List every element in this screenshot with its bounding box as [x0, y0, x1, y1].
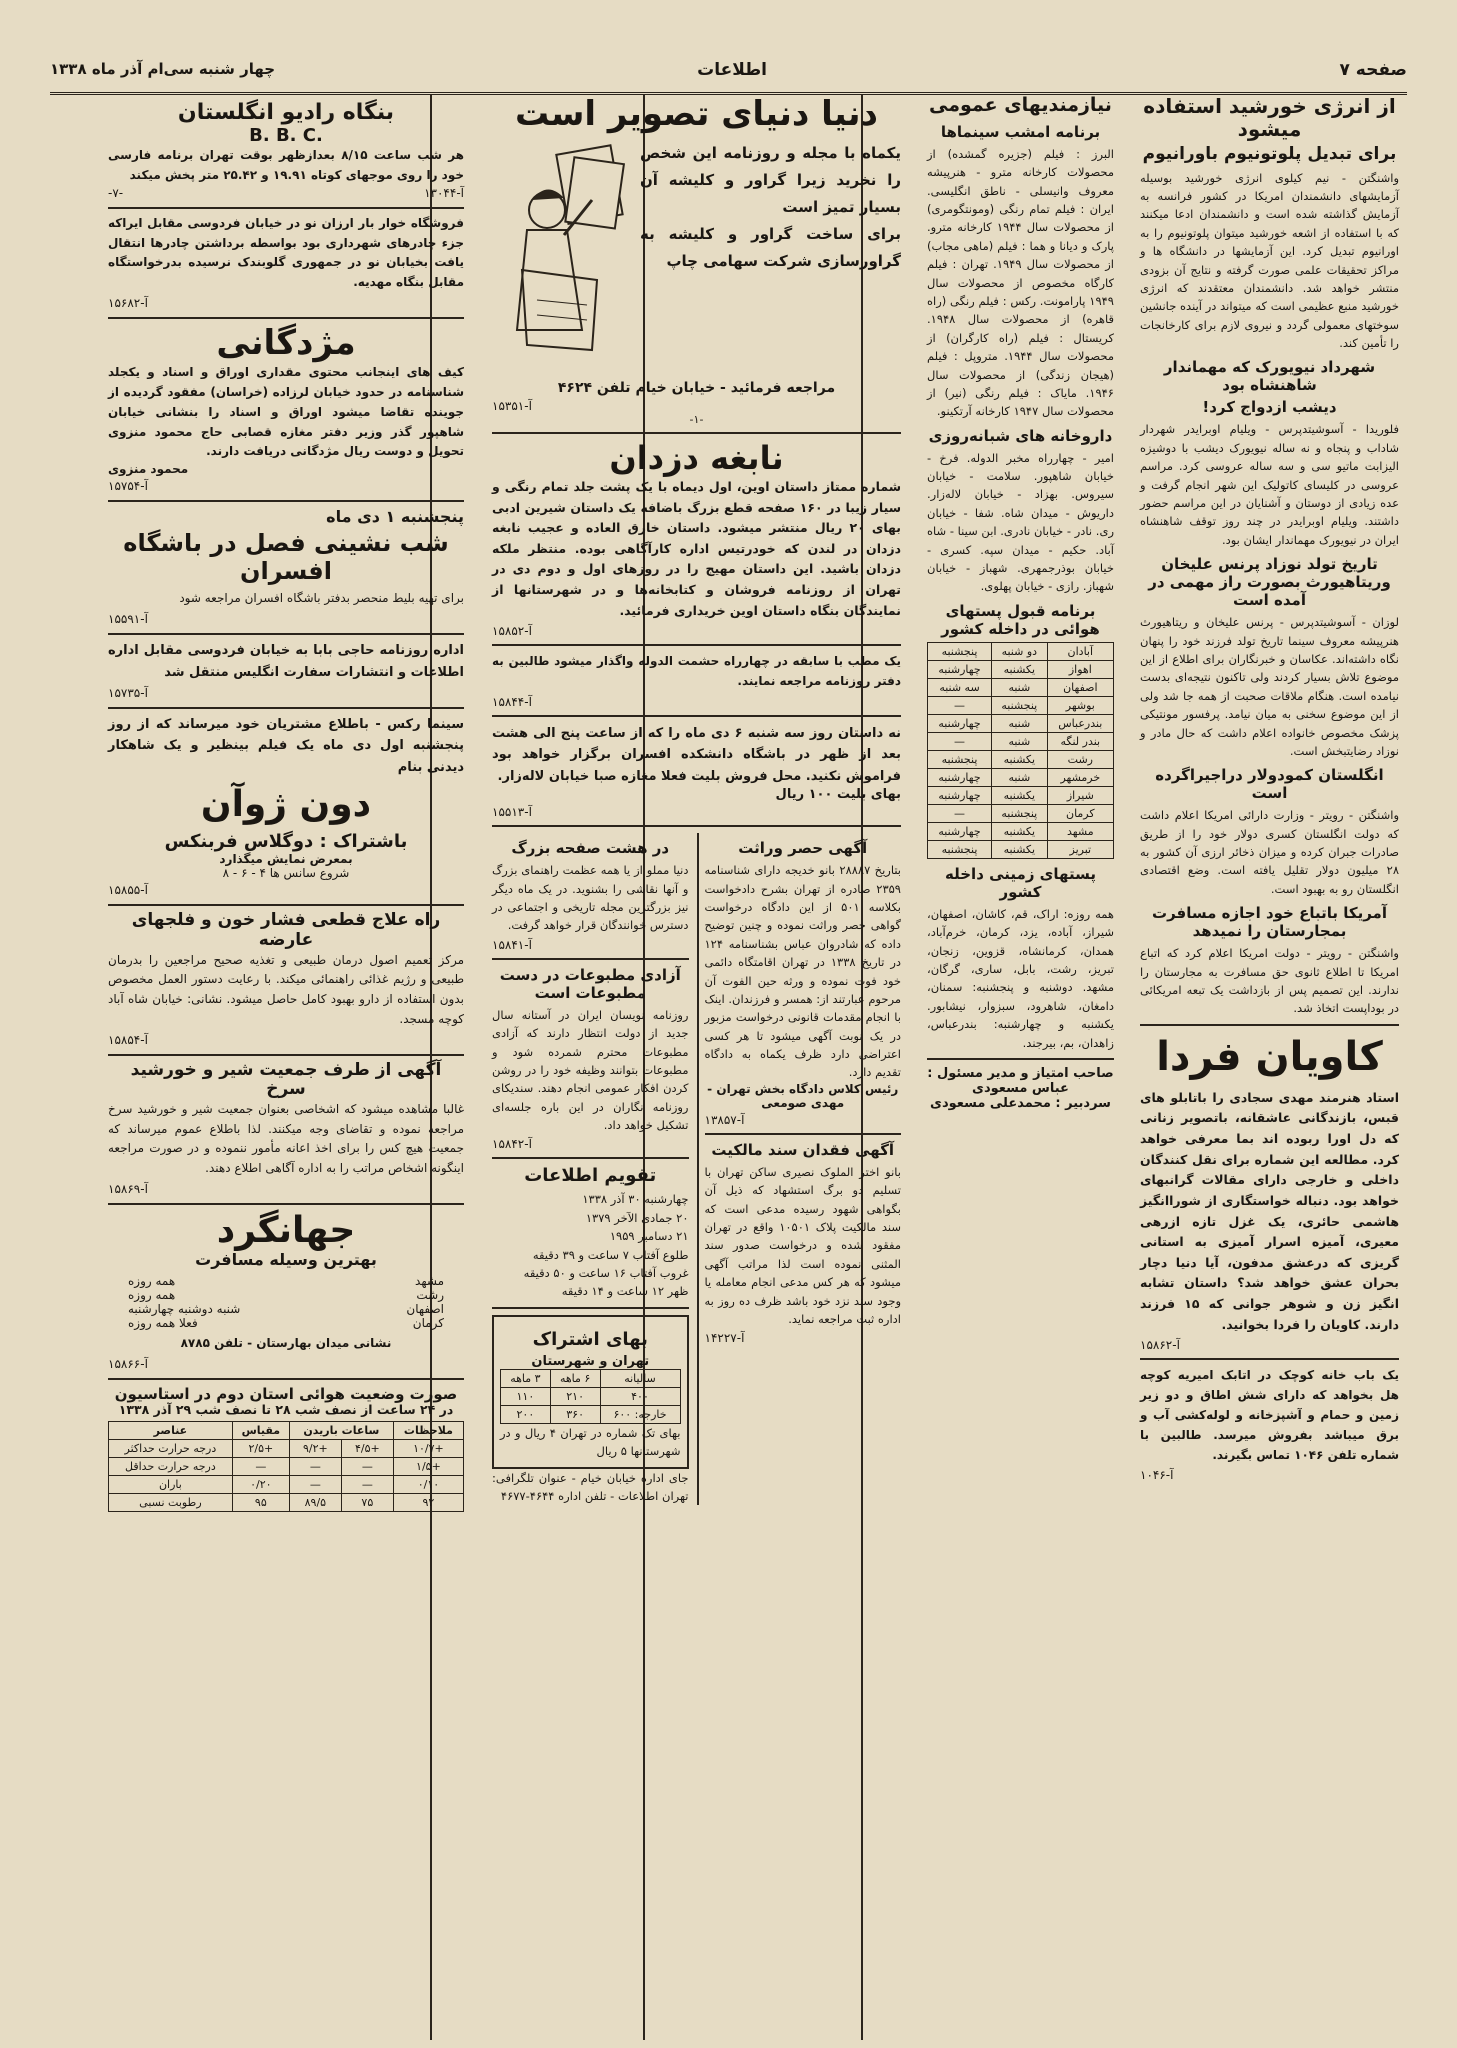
article-rita: لوزان - آسوشیتدپرس - پرنس علیخان و ریتاهیورث هنرپیشه معروف سینما تاریخ تولد فرزند خود را پنهان نگاه داشته‌اند. عکاسان و خبرنگاران برای اطلاع از این موضوع تلاش بسیار کردند ولی تاکنون نتیجه‌ای بدست نیامده است. هنگام ملاقات صحبت از همه جا شد ولی از این موضوع سخنی به میان نیامد. پرفسور مونتیکی پزشک مخصوص خانواده اعلام داشت که حال مادر و نوزاد رضایتبخش است. [1140, 615, 1399, 758]
air-mail-cell: چهارشنبه [928, 768, 992, 786]
route-row [128, 1274, 444, 1288]
headline-solar: از انرژی خورشید استفاده میشود [1143, 95, 1396, 141]
cinema-program-title: برنامه امشب سینماها [940, 122, 1101, 141]
deed-loss-code: آ-۱۴۲۲۷ [704, 1331, 745, 1346]
weather-cell: +۲/۵ [232, 1440, 289, 1458]
air-mail-cell: دو شنبه [992, 642, 1048, 660]
kavian-code: آ-۱۵۸۶۲ [1140, 1338, 1180, 1353]
subscription-title: بهای اشتراک [532, 1328, 648, 1350]
air-mail-cell: پنجشنبه [992, 696, 1048, 714]
weather-cell: ۰/۲۰ [232, 1476, 289, 1494]
bbc-title: بنگاه رادیو انگلستان [177, 100, 395, 125]
air-mail-cell: آبادان [1047, 642, 1113, 660]
weather-cell: — [341, 1458, 393, 1476]
party-code: آ-۱۵۵۹۱ [108, 612, 148, 627]
land-mail-title: پستهای زمینی داخله کشور [945, 864, 1096, 901]
weather-cell: +۱۰/۷ [393, 1440, 463, 1458]
air-mail-row [928, 714, 1114, 732]
don-juan-code: آ-۱۵۸۵۵ [108, 883, 148, 898]
air-mail-cell: پنجشنبه [928, 750, 992, 768]
weather-cell: +۴/۵ [341, 1440, 393, 1458]
air-mail-cell: رشت [1047, 750, 1113, 768]
article-solar: واشنگتن - نیم کیلوی انرژی خورشید بوسیله آزمایشهای دانشمندان امریکا در کشور فرانسه به آزمایش گذاشته شده است و دانشمندان ادعا میکنند که با استفاده از اشعه خورشید میتوان پلوتونیوم را به اورانیوم تبدیل کرد. این آزمایشها در دانشگاه ها و مراکز تحقیقات علمی صورت گرفته و نتایج آن بزودی منتشر خواهد شد. دانشمندان معتقدند که انرژی خورشید منبع عظیمی است که میتواند در آینده جانشین سوختهای معمولی گردد و نیروی لازم برای کارخانجات را تأمین کند. [1140, 170, 1399, 351]
air-mail-cell: خرمشهر [1047, 768, 1113, 786]
article-hungary: واشنگتن - رویتر - دولت امریکا اعلام کرد که اتباع امریکا تا اطلاع ثانوی حق مسافرت به مجارستان را ندارند. این تصمیم پس از بازداشت یک تبعه امریکائی در بوداپست اتخاذ شد. [1140, 946, 1399, 1016]
air-mail-cell: بوشهر [1047, 696, 1113, 714]
bbc-num: -۷- [108, 185, 124, 200]
weather-cell: ۸۹/۵ [289, 1494, 341, 1512]
red-lion-body: غالبا مشاهده میشود که اشخاصی بعنوان جمعیت شیر و خورشید سرخ مراجعه نموده و تقاضای وجه میکنند. لذا باطلاع عموم میرساند که جمعیت هیچ کس را برای اخذ اعانه مأمور ننموده و در صورت مراجعه اینگونه اشخاص مراتب را به اداره آگاهی اطلاع دهند. [108, 1101, 464, 1176]
jahangard-subtitle: بهترین وسیله مسافرت [195, 1250, 377, 1270]
route-city: اصفهان [406, 1301, 444, 1316]
reward-body: کیف های اینجانب محتوی مقداری اوراق و اسناد و یکجلد شناسنامه در حدود خیابان لرزاده (خراسان) مفقود گردیده از جوینده تقاضا میشود اوراق و اسناد را بنشانی خیابان شاهپور گذر وزیر دفتر مغازه قصابی حاج محمود منزوی تحویل و دوست ریال مژدگانی دریافت دارند. [108, 365, 464, 459]
house-ad-code: آ-۱۰۴۶ [1140, 1468, 1174, 1483]
blood-pressure-body: مرکز تعمیم اصول درمان طبیعی و تغذیه صحیح مراجعین را بدرمان طبیعی و رژیم غذائی راهنمائی میکند. با رعایت دستور العمل مخصوص بدون استفاده از دارو بهبود کامل حاصل میشود. نشانی: خیابان شاه آباد کوچه مسجد. [108, 952, 464, 1026]
subscription-cell: خارجه: ۶۰۰ [600, 1405, 680, 1423]
air-mail-row [928, 678, 1114, 696]
air-mail-row [928, 786, 1114, 804]
weather-header: مقیاس [232, 1422, 289, 1440]
reward-code: آ-۱۵۷۵۴ [108, 479, 148, 494]
weather-header: عناصر [109, 1422, 233, 1440]
issue-date: چهار شنبه سی‌ام آذر ماه ۱۳۳۸ [50, 60, 276, 78]
jahangard-code: آ-۱۵۸۶۶ [108, 1356, 148, 1371]
grocery-code: آ-۱۵۶۸۲ [108, 296, 148, 311]
subscription-cell: ۳ ماهه [501, 1369, 551, 1387]
weather-header-row [109, 1422, 464, 1440]
air-mail-cell: چهارشنبه [928, 786, 992, 804]
subscription-row [501, 1369, 681, 1387]
nine-stories-price: بهای بلیت ۱۰۰ ریال [775, 787, 901, 803]
air-mail-cell: کرمان [1047, 804, 1113, 822]
subscription-cell: ۲۰۰ [501, 1405, 551, 1423]
nine-stories-ad: نه داستان روز سه شنبه ۶ دی ماه را که از ساعت پنج الی هشت بعد از ظهر در باشگاه دانشکده افسران برگزار خواهد بود فراموش نکنید. محل فروش بلیت فعلا مغازه صبا خیابان لاله‌زار. [492, 725, 902, 784]
engraving-code-num: -۱- [689, 413, 704, 427]
air-mail-cell: شیراز [1047, 786, 1113, 804]
column-middle-block [484, 95, 909, 2040]
air-mail-cell: — [928, 804, 992, 822]
column-classifieds [100, 95, 472, 2040]
route-row [128, 1316, 444, 1330]
press-freedom-title: آزادی مطبوعات در دست مطبوعات است [499, 965, 681, 1002]
clinic-ad: یک مطب با سابقه در چهارراه حشمت الدوله واگذار میشود طالبین به دفتر روزنامه مراجعه نمایند. [492, 654, 901, 689]
page-number: صفحه ۷ [1339, 60, 1407, 80]
subscription-cell: ۲۱۰ [550, 1387, 600, 1405]
press-freedom-code: آ-۱۵۸۴۲ [492, 1137, 532, 1152]
newsboy-illustration [492, 140, 632, 380]
column-news [1132, 95, 1407, 2040]
clinic-ad-code: آ-۱۵۸۴۴ [492, 694, 532, 709]
weather-cell: — [341, 1476, 393, 1494]
air-mail-cell: یکشنبه [992, 660, 1048, 678]
weather-subtitle: در ۲۴ ساعت از نصف شب ۲۸ تا نصف شب ۲۹ آذر ۱۳۳۸ [118, 1401, 454, 1417]
calendar-line: ۲۱ دسامبر ۱۹۵۹ [609, 1229, 689, 1244]
engraving-tagline: یکماه با مجله و روزنامه این شخص را نخرید زیرا گراور و کلیشه آن بسیار تمیز است [640, 144, 901, 217]
air-mail-cell: اصفهان [1047, 678, 1113, 696]
air-mail-cell: بندر لنگه [1047, 732, 1113, 750]
air-mail-row [928, 696, 1114, 714]
subscription-cell: سالیانه [600, 1369, 680, 1387]
publisher: صاحب امتیاز و مدیر مسئول : عباس مسعودی [927, 1065, 1114, 1096]
jahangard-routes [108, 1270, 464, 1334]
route-row [128, 1302, 444, 1316]
air-mail-cell: یکشنبه [992, 822, 1048, 840]
headline-rita: تاریخ تولد نوزاد پرنس علیخان وریتاهیورث بصورت راز مهمی در آمده است [1148, 555, 1391, 610]
weather-cell: +۹/۲ [289, 1440, 341, 1458]
weather-cell: — [232, 1458, 289, 1476]
eight-pages-code: آ-۱۵۸۴۱ [492, 937, 532, 952]
reward-title: مژدگانی [216, 323, 356, 364]
air-mail-cell: یکشنبه [992, 750, 1048, 768]
air-mail-row [928, 642, 1114, 660]
bbc-body: هر شب ساعت ۸/۱۵ بعدازظهر بوقت تهران برنامه فارسی خود را روی موجهای کوتاه ۱۹.۹۱ و ۲۵.۴۲ متر پخش میکند [108, 148, 464, 183]
nine-stories-code: آ-۱۵۵۱۳ [492, 805, 532, 820]
land-mail: همه روزه: اراک، قم، کاشان، اصفهان، شیراز، آباده، یزد، کرمان، خرم‌آباد، همدان، کرمانشاه، قزوین، زنجان، تبریز، رشت، بابل، ساری، گرگان، مشهد. دوشنبه و پنجشنبه: سمنان، دامغان، شاهرود، سبزوار، نیشابور. یکشنبه و چهارشنبه: بندرعباس، زاهدان، بم، بیرجند. [927, 906, 1114, 1050]
air-mail-row [928, 768, 1114, 786]
deed-loss-body: بانو اختر الملوک نصیری ساکن تهران با تسلیم دو برگ استشهاد که ذیل آن بگواهی شهود رسیده مدعی است که سند مالکیت پلاک ۱۰۵۰۱ واقع در تهران مفقود شده و درخواست صدور سند المثنی نموده است لذا مراتب آگهی میشود که هر کس مدعی انجام معامله یا وجود سند نزد خود باشد ظرف ده روز به اداره ثبت مراجعه نماید. [704, 1164, 902, 1326]
jahangard-address: نشانی میدان بهارستان - تلفن ۸۷۸۵ [180, 1335, 392, 1350]
reward-sign: محمود منزوی [108, 462, 189, 477]
engraving-company: برای ساخت گراور و کلیشه به گراورسازی شرکت سهامی چاپ [640, 225, 901, 271]
weather-header: ملاحظات [393, 1422, 463, 1440]
weather-title: صورت وضعیت هوائی استان دوم در استاسیون [114, 1384, 458, 1403]
party-body: برای تهیه بلیط منحصر بدفتر باشگاه افسران مراجعه شود [179, 591, 464, 606]
blood-pressure-title: راه علاج قطعی فشار خون و فلجهای عارضه [131, 910, 441, 950]
air-mail-cell: مشهد [1047, 822, 1113, 840]
air-mail-row [928, 822, 1114, 840]
don-juan-title: دون ژوآن [200, 784, 372, 826]
air-mail-cell: یکشنبه [992, 786, 1048, 804]
calendar-line: غروب آفتاب ۱۶ ساعت و ۵۰ دقیقه [523, 1266, 689, 1281]
route-city: کرمان [412, 1315, 444, 1330]
don-juan-cast: باشتراک : دوگلاس فربنکس [164, 830, 408, 852]
don-juan-show: بمعرض نمایش میگذارد [219, 852, 353, 867]
public-needs-title: نیازمندیهای عمومی [929, 95, 1112, 116]
route-city: رشت [416, 1287, 444, 1302]
route-days: شنبه دوشنبه چهارشنبه [128, 1301, 241, 1316]
red-lion-code: آ-۱۵۸۶۹ [108, 1181, 148, 1196]
eight-pages-title: در هشت صفحه بزرگ [511, 839, 670, 858]
weather-header: ساعات باریدن [289, 1422, 393, 1440]
weather-cell: +۱/۵ [393, 1458, 463, 1476]
weather-row [109, 1476, 464, 1494]
press-freedom-body: روزنامه نویسان ایران در آستانه سال جدید از دولت انتظار دارند که آزادی مطبوعات محترم شمرده شود و مطبوعات بتوانند وظیفه خود را در روشن کردن افکار عمومی انجام دهند. سندیکای روزنامه نگاران در این باره جلسه‌ای تشکیل خواهد داد. [492, 1007, 689, 1133]
party-title: شب نشینی فصل در باشگاه افسران [123, 529, 449, 585]
pharmacy-list: امیر - چهارراه مخبر الدوله. فرخ - خیابان شاهپور. سلامت - خیابان سیروس. بهزاد - خیابان لاله‌زار. داریوش - میدان شاه. شفا - خیابان ری. نادر - خیابان نادری. ابن سینا - شاه آباد. حکیم - میدان سپه. کسری - خیابان بوذرجمهری. شهباز - خیابان شهباز. رازی - خیابان پهلوی. [927, 450, 1114, 594]
subhead-mayor: دیشب ازدواج کرد! [1202, 398, 1337, 417]
cinema-rex-body: سینما رکس - باطلاع مشتریان خود میرساند که از روز پنجشنبه اول دی ماه یک فیلم بینظیر و یک شاهکار دیدنی بنام [108, 717, 464, 775]
genius-thieves-title: نابغه دزدان [609, 439, 784, 478]
subscription-note: بهای تک شماره در تهران ۴ ریال و در شهرستانها ۵ ریال [500, 1425, 681, 1459]
air-mail-title: برنامه قبول پستهای هوائی در داخله کشور [941, 601, 1100, 638]
weather-table [108, 1421, 464, 1512]
weather-cell: باران [109, 1476, 233, 1494]
engraving-address: مراجعه فرمائید - خیابان خیام تلفن ۴۶۲۴ [557, 380, 836, 397]
headline-hungary: آمریکا باتباع خود اجازه مسافرت بمجارستان را نمیدهد [1152, 904, 1387, 941]
air-mail-cell: تبریز [1047, 840, 1113, 858]
weather-cell: — [289, 1476, 341, 1494]
air-mail-cell: پنجشنبه [928, 642, 992, 660]
column-public-needs [919, 95, 1122, 2040]
subscription-table [500, 1369, 681, 1424]
cinema-program: البرز : فیلم (جزیره گمشده) از محصولات کارخانه مترو - هنرپیشه معروف وانیسلی - ناطق انگلیسی. ایران : فیلم تمام رنگی (ومونتگومری) از محصولات سال ۱۹۴۴ کارخانه مترو. پارک و دیانا و هما : فیلم (ماهی مجاب) از محصولات سال ۱۹۴۹. تهران : فیلم کارگاه مخصوص از محصولات سال ۱۹۴۹ پارامونت. رکس : فیلم رنگی (راه قاهره) از محصولات سال ۱۹۴۸. کریستال : فیلم (راه کارگران) از محصولات سال ۱۹۴۴. متروپل : فیلم (هیجان زندگی) از محصولات سال ۱۹۴۶. مایاک : فیلم رنگی (نیر) از محصولات سال ۱۹۴۷ کارخانه آرتکینو. [927, 146, 1115, 419]
weather-row [109, 1458, 464, 1476]
weather-cell: رطوبت نسبی [109, 1494, 233, 1512]
haji-baba-code: آ-۱۵۷۳۵ [108, 686, 148, 701]
eight-pages-body: دنیا مملو از یا همه عظمت راهنمای بزرگ و آنها نقاشی را بشنوید. در یک ماه دیگر نیز بزرگترین مجله تاریخی و اجتماعی در دسترس خوانندگان قرار خواهد گرفت. [492, 863, 689, 933]
headline-england: انگلستان کمودولار دراجیراگرده است [1155, 766, 1384, 803]
air-mail-cell: شنبه [992, 768, 1048, 786]
calendar-line: ظهر ۱۲ ساعت و ۱۴ دقیقه [561, 1284, 689, 1299]
genius-thieves-body: شماره ممتاز داستان اوین، اول دیماه با یک پشت جلد تمام رنگی و سیار زیبا در ۱۶۰ صفحه قطع بزرگ باضافه یک داستان شیرین ادبی بهای ۲۰ ریال منتشر میشود. داستان خارق العاده و عجیب نابغه دزدان در لندن که خودرتیس اداره کارآگاهی بوده. منتظر ملکه دزدان باشید. این داستان مهیج را در روزهای اول و دوم دی در تهران از روزنامه فروشان و کتابخانه‌ها و در شهرستانها از نمایندگان بنگاه داستان اوین خریداری فرمائید. [492, 478, 902, 618]
inheritance-title: آگهی حصر وراثت [738, 839, 868, 858]
don-juan-times: شروع سانس ها ۴ - ۶ - ۸ [222, 866, 350, 881]
subscription-cell: ۶ ماهه [550, 1369, 600, 1387]
air-mail-cell: چهارشنبه [928, 822, 992, 840]
air-mail-cell: پنجشنبه [928, 840, 992, 858]
deed-loss-title: آگهی فقدان سند مالکیت [711, 1140, 895, 1159]
air-mail-cell: چهارشنبه [928, 714, 992, 732]
pharmacy-title: داروخانه های شبانه‌روزی [928, 426, 1113, 445]
route-city: مشهد [415, 1273, 444, 1288]
subscription-cell: ۳۶۰ [550, 1405, 600, 1423]
air-mail-cell: سه شنبه [928, 678, 992, 696]
party-date: پنجشنبه ۱ دی ماه [326, 507, 464, 527]
subscription-cell: ۴۰۰ [600, 1387, 680, 1405]
page-header [50, 52, 1407, 95]
air-mail-row [928, 840, 1114, 858]
engraving-code: آ-۱۵۳۵۱ [492, 399, 532, 414]
jahangard-title: جهانگرد [216, 1209, 356, 1251]
air-mail-cell: پنجشنبه [992, 804, 1048, 822]
weather-cell: ۹۲ [393, 1494, 463, 1512]
calendar-line: چهارشنبه ۳۰ آذر ۱۳۳۸ [582, 1192, 689, 1207]
office-address: جای اداره خیابان خیام - عنوان تلگرافی: تهران اطلاعات - تلفن اداره ۴۶۴۴-۴۶۷۷ [492, 1470, 689, 1503]
air-mail-cell: اهواز [1047, 660, 1113, 678]
air-mail-row [928, 660, 1114, 678]
air-mail-row [928, 804, 1114, 822]
subscription-row [501, 1387, 681, 1405]
air-mail-table [927, 642, 1114, 859]
calendar-title: تقویم اطلاعات [524, 1165, 657, 1187]
bbc-code: آ-۱۳۰۴۴ [424, 185, 464, 200]
kavian-body: استاد هنرمند مهدی سجادی را باتابلو های قبس، بازندگانی عاشقانه، باتصویر زنانی که دل اورا ربوده اند بما معرفی خواهد کرد. مطالعه این شماره برای نقل کنندگان داخلی و خارجی دارای مقالات گرانبهای خواهد بود. دنباله خواستگاری از شوراانگیز هاشمی حائری، یک غزل تازه ازرهی معیری، آمیزه اسرار آمیزی به استانی گریزی که درعشق مدفون، آیا دنیا دچار بحران عشق خواهد شد؟ داستان تشابه انگیز زن و شوهر جوانی که ۱۵ فرزند دارند. کاویان را فردا بخوانید. [1140, 1089, 1399, 1332]
calendar-line: ۲۰ جمادی الآخر ۱۳۷۹ [585, 1210, 689, 1225]
inheritance-code: آ-۱۳۸۵۷ [704, 1112, 745, 1127]
red-lion-title: آگهی از طرف جمعیت شیر و خورشید سرخ [130, 1059, 442, 1100]
grocery-ad: فروشگاه خوار بار ارزان نو در خیابان فردوسی مقابل ایراکه جزء چادرهای شهرداری بود بواسطه برداشتن چادرها انتقال یافت بخیابان نو در جمهوری گلوبندک نرسیده بدرخواستگاه مقابل بنگاه مهدیه. [108, 215, 464, 290]
air-mail-cell: شنبه [992, 732, 1048, 750]
inheritance-body: بتاریخ ۲۸۸۸۷ بانو خدیجه دارای شناسنامه ۲۳۵۹ صادره از تهران بشرح دادخواست بکلاسه ۵۰۱ از این دادگاه درخواست گواهی حصر وراثت نموده و چنین توضیح داده که شادروان عباس بشناسنامه ۱۲۴ در تاریخ ۱۳۳۸ در تهران اقامتگاه دائمی خود فوت نموده و ورثه حین الفوت آن مرحوم عبارتند از: همسر و فرزندان. اینک با انجام مقدمات قانونی درخواست مزبور در یک نوبت آگهی میشود تا هر کسی اعتراضی دارد ظرف یکماه به دادگاه تقدیم دارد. [704, 863, 902, 1080]
haji-baba-ad: اداره روزنامه حاجی بابا به خیابان فردوسی مقابل اداره اطلاعات و انتشارات سفارت انگلیس منتقل شد [108, 643, 464, 680]
editor-in-chief: سردبیر : محمدعلی مسعودی [930, 1095, 1111, 1111]
air-mail-cell: شنبه [992, 714, 1048, 732]
bbc-logo: B. B. C. [249, 125, 323, 147]
weather-row [109, 1494, 464, 1512]
headline-mayor: شهرداد نیویورک که مهماندار شاهنشاه بود [1163, 358, 1376, 395]
kavian-title: کاویان فردا [1156, 1033, 1383, 1080]
weather-row [109, 1440, 464, 1458]
inheritance-sign: رئیس کلاس دادگاه بخش تهران - مهدی صومعی [707, 1081, 899, 1110]
air-mail-cell: — [928, 732, 992, 750]
route-days: همه روزه [128, 1287, 176, 1302]
air-mail-cell: شنبه [992, 678, 1048, 696]
air-mail-cell: یکشنبه [992, 840, 1048, 858]
article-mayor: فلوریدا - آسوشیتدپرس - ویلیام اوبرایدر شهردار شاداب و پنجاه و نه ساله نیویورک دیشب با دوشیزه الیزابت ماتیو سی و سه ساله عروسی کرد. مراسم عروسی در کلیسای کاتولیک این شهر انجام گرفت و عده زیادی از دوستان و آشنایان در این مراسم حضور داشتند. ویلیام اوبرایدر در چند روز توقف شاهنشاه ایران در نیویورک مهماندار ایشان بود. [1140, 422, 1399, 547]
blood-pressure-code: آ-۱۵۸۵۴ [108, 1032, 148, 1047]
weather-cell: درجه حرارت حداقل [109, 1458, 233, 1476]
engraving-title: دنیا دنیای تصویر است [515, 95, 878, 134]
weather-cell: ۰/۱۰ [393, 1476, 463, 1494]
route-days: همه روزه [128, 1273, 176, 1288]
article-england: واشنگتن - رویتر - وزارت دارائی امریکا اعلام داشت که دولت انگلستان کسری دولار خود را از طریق صادرات جبران کرده و میزان ذخائر ارزی آن کشور به ۲۸ میلیون دولار تقلیل یافته است. وضع اقتصادی انگلستان رو به بهبود است. [1140, 808, 1399, 896]
genius-thieves-code: آ-۱۵۸۵۲ [492, 624, 532, 639]
route-row [128, 1288, 444, 1302]
weather-cell: درجه حرارت حداکثر [109, 1440, 233, 1458]
house-ad: یک باب خانه کوچک در اتابک امیریه کوچه هل بخواهد که دارای شش اطاق و دو زیر زمین و حمام و آشپزخانه و لوله‌کشی آب و برق میباشد بفروش میرسد. طالبین با شماره تلفن ۱۰۴۶ تماس بگیرند. [1140, 1368, 1399, 1462]
paper-name: اطلاعات [697, 60, 767, 80]
subscription-row [501, 1405, 681, 1423]
calendar-line: طلوع آفتاب ۷ ساعت و ۳۹ دقیقه [532, 1247, 689, 1262]
air-mail-cell: بندرعباس [1047, 714, 1113, 732]
calendar-lines [492, 1190, 689, 1300]
subscription-subtitle: تهران و شهرستان [531, 1353, 650, 1369]
weather-cell: ۷۵ [341, 1494, 393, 1512]
air-mail-cell: چهارشنبه [928, 660, 992, 678]
subscription-cell: ۱۱۰ [501, 1387, 551, 1405]
route-days: فعلا همه روزه [128, 1315, 198, 1330]
weather-cell: — [289, 1458, 341, 1476]
air-mail-row [928, 750, 1114, 768]
weather-cell: ۹۵ [232, 1494, 289, 1512]
air-mail-cell: — [928, 696, 992, 714]
subhead-solar: برای تبدیل پلوتونیوم باورانیوم [1142, 144, 1397, 164]
air-mail-row [928, 732, 1114, 750]
